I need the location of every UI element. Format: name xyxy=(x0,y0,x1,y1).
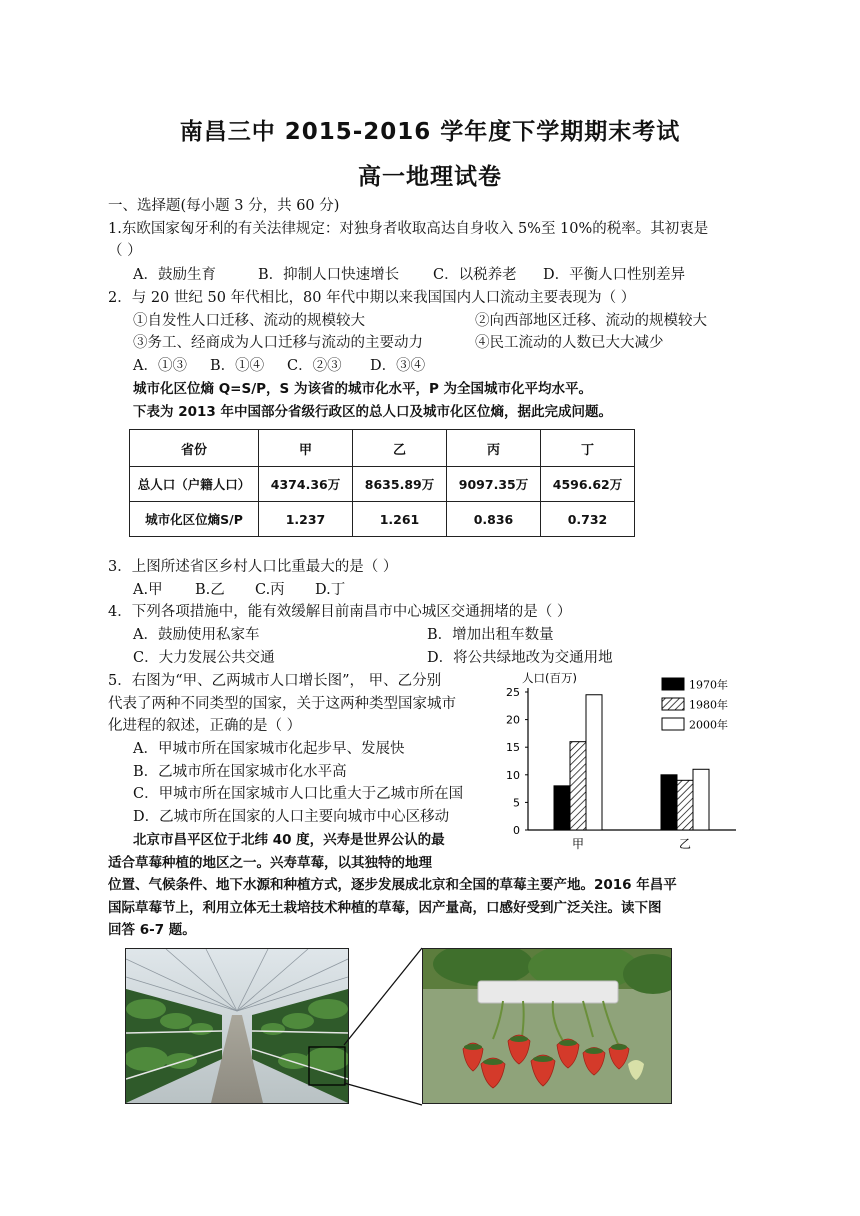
table-header: 丁 xyxy=(541,430,635,467)
table-header-row xyxy=(130,430,635,467)
q1-stem-paren: （ ） xyxy=(108,243,142,259)
legend-swatch xyxy=(662,718,684,730)
q1-stem: 1.东欧国家匈牙利的有关法律规定：对独身者收取高达自身收入 5%至 10%的税率。其初衷是 xyxy=(108,221,709,237)
q1-option-d: D．平衡人口性别差异 xyxy=(543,267,686,283)
q2-option-c: C．②③ xyxy=(287,358,342,374)
legend-label: 1970年 xyxy=(689,678,728,692)
q5-stem-line2: 代表了两种不同类型的国家，关于这两种类型国家城市 xyxy=(108,696,456,712)
population-growth-chart xyxy=(490,668,760,858)
section-heading: 一、选择题(每小题 3 分，共 60 分) xyxy=(108,198,340,214)
table-header: 甲 xyxy=(259,430,353,467)
table-header: 丙 xyxy=(447,430,541,467)
intro-strawberry-line5: 回答 6-7 题。 xyxy=(108,922,196,938)
table-cell: 9097.35万 xyxy=(447,467,541,502)
q2-item-3: ③务工、经商成为人口迁移与流动的主要动力 xyxy=(133,335,423,351)
q2-option-d: D．③④ xyxy=(370,358,426,374)
table-cell: 总人口（户籍人口） xyxy=(130,467,259,502)
table-cell: 0.836 xyxy=(447,502,541,537)
q1-option-a: A．鼓励生育 xyxy=(133,267,216,283)
greenhouse-photo xyxy=(125,948,349,1104)
table-cell: 0.732 xyxy=(541,502,635,537)
q1-option-c: C．以税养老 xyxy=(433,267,517,283)
bar xyxy=(677,780,693,830)
table-row xyxy=(130,502,635,537)
strawberry-closeup-photo xyxy=(422,948,672,1104)
intro-strawberry-line1: 北京市昌平区位于北纬 40 度，兴寿是世界公认的最 xyxy=(133,832,445,848)
q2-stem: 2．与 20 世纪 50 年代相比，80 年代中期以来我国国内人口流动主要表现为（ ） xyxy=(108,290,636,306)
bar xyxy=(586,695,602,830)
y-tick-label: 25 xyxy=(506,686,520,699)
intro-strawberry-line2: 适合草莓种植的地区之一。兴寿草莓，以其独特的地理 xyxy=(108,855,432,871)
q2-item-2: ②向西部地区迁移、流动的规模较大 xyxy=(475,313,707,329)
q5-option-a: A．甲城市所在国家城市化起步早、发展快 xyxy=(133,741,405,757)
y-tick-label: 0 xyxy=(513,824,520,837)
q2-item-4: ④民工流动的人数已大大减少 xyxy=(475,335,664,351)
q4-option-c: C．大力发展公共交通 xyxy=(133,650,275,666)
bar xyxy=(570,742,586,830)
y-axis-label: 人口(百万) xyxy=(522,671,577,685)
q3-option-a: A.甲 xyxy=(133,582,163,598)
q4-option-b: B．增加出租车数量 xyxy=(427,627,554,643)
bar xyxy=(661,775,677,830)
greenhouse-image xyxy=(126,949,348,1103)
q3-stem: 3．上图所述省区乡村人口比重最大的是（ ） xyxy=(108,559,398,575)
q4-stem: 4．下列各项措施中，能有效缓解目前南昌市中心城区交通拥堵的是（ ） xyxy=(108,604,572,620)
exam-subtitle: 高一地理试卷 xyxy=(358,164,502,190)
table-cell: 4374.36万 xyxy=(259,467,353,502)
table-header: 乙 xyxy=(353,430,447,467)
q2-item-1: ①自发性人口迁移、流动的规模较大 xyxy=(133,313,365,329)
q3-option-c: C.丙 xyxy=(255,582,285,598)
q5-option-d: D．乙城市所在国家的人口主要向城市中心区移动 xyxy=(133,809,450,825)
q4-option-a: A．鼓励使用私家车 xyxy=(133,627,260,643)
bar xyxy=(693,769,709,830)
table-cell: 1.261 xyxy=(353,502,447,537)
q3-option-d: D.丁 xyxy=(315,582,346,598)
legend-label: 2000年 xyxy=(689,718,728,732)
q2-option-b: B．①④ xyxy=(210,358,265,374)
intro-table: 下表为 2013 年中国部分省级行政区的总人口及城市化区位熵，据此完成问题。 xyxy=(133,404,612,420)
q3-option-b: B.乙 xyxy=(195,582,225,598)
table-cell: 8635.89万 xyxy=(353,467,447,502)
strawberry-image xyxy=(423,949,671,1103)
exam-title: 南昌三中 2015-2016 学年度下学期期末考试 xyxy=(179,119,681,145)
x-tick-label: 乙 xyxy=(678,837,692,851)
legend-label: 1980年 xyxy=(689,698,728,712)
intro-location-quotient: 城市化区位熵 Q=S/P，S 为该省的城市化水平，P 为全国城市化平均水平。 xyxy=(133,381,593,397)
legend-swatch xyxy=(662,678,684,690)
q5-stem-line1: 5．右图为“甲、乙两城市人口增长图”， 甲、乙分别 xyxy=(108,673,442,689)
q4-option-d: D．将公共绿地改为交通用地 xyxy=(427,650,613,666)
q2-option-a: A．①③ xyxy=(133,358,187,374)
table-header: 省份 xyxy=(130,430,259,467)
y-tick-label: 10 xyxy=(506,768,520,782)
q5-option-b: B．乙城市所在国家城市化水平高 xyxy=(133,764,347,780)
x-tick-label: 甲 xyxy=(571,837,585,851)
table-cell: 城市化区位熵S/P xyxy=(130,502,259,537)
q5-option-c: C．甲城市所在国家城市人口比重大于乙城市所在国 xyxy=(133,786,464,802)
bar xyxy=(554,786,570,830)
y-tick-label: 5 xyxy=(513,796,520,810)
zoom-connector-lines xyxy=(340,945,430,1110)
y-tick-label: 20 xyxy=(506,713,520,727)
table-cell: 1.237 xyxy=(259,502,353,537)
intro-strawberry-line4: 国际草莓节上，利用立体无土栽培技术种植的草莓，因产量高，口感好受到广泛关注。读下图 xyxy=(108,900,662,916)
y-tick-label: 15 xyxy=(506,741,520,755)
table-row xyxy=(130,467,635,502)
intro-strawberry-line3: 位置、气候条件、地下水源和种植方式，逐步发展成北京和全国的草莓主要产地。2016 年昌平 xyxy=(108,877,677,893)
legend-swatch xyxy=(662,698,684,710)
q5-stem-line3: 化进程的叙述，正确的是（ ） xyxy=(108,718,302,734)
table-cell: 4596.62万 xyxy=(541,467,635,502)
q1-option-b: B．抑制人口快速增长 xyxy=(258,267,400,283)
province-data-table xyxy=(129,429,635,537)
